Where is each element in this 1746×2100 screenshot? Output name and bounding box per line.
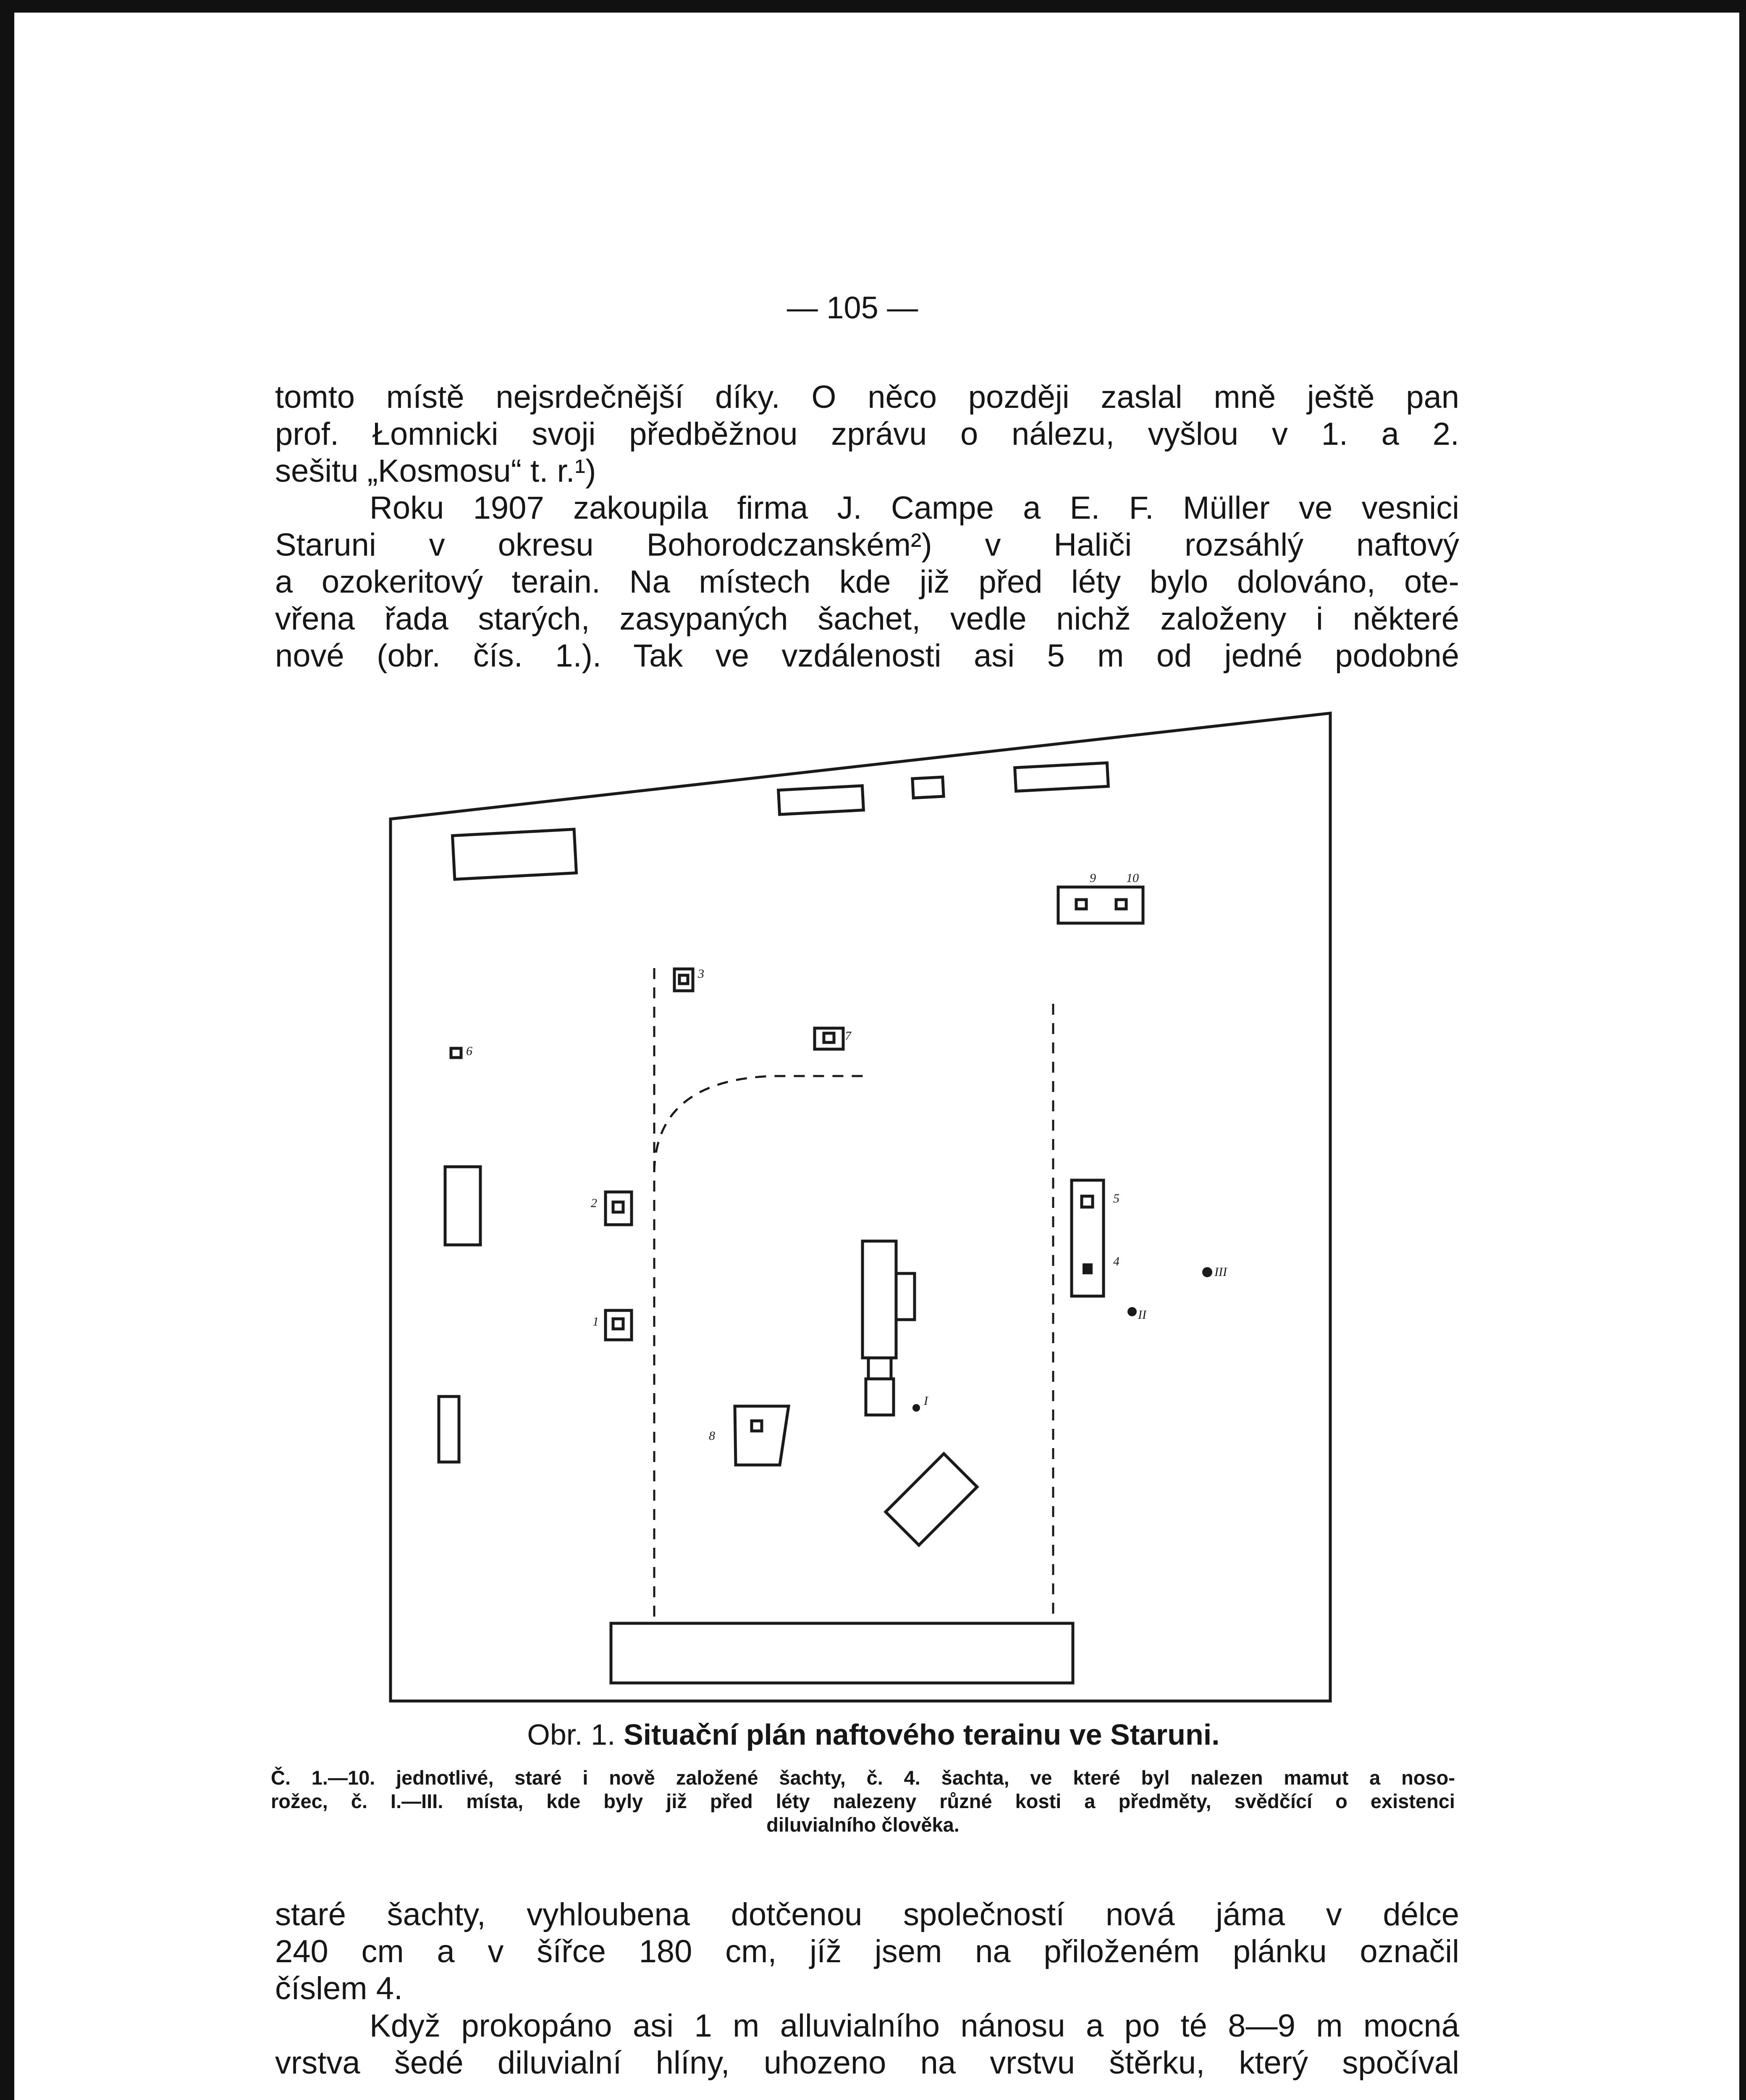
shaft-marker xyxy=(679,975,688,984)
label-5: 5 xyxy=(1113,1192,1119,1205)
text-line: sešitu „Kosmosu“ t. r.¹) xyxy=(275,453,596,489)
shaft-diamond xyxy=(886,1454,977,1545)
shaft-3 xyxy=(674,969,693,991)
shaft-2 xyxy=(606,1192,632,1225)
figure-legend xyxy=(271,1766,1455,1837)
text-line: Roku 1907 zakoupila firma J. Campe a E. F. Müller ve vesnici xyxy=(370,490,1459,526)
text-line: a ozokeritový terain. Na místech kde již před léty bylo dolováno, ote- xyxy=(275,564,1459,600)
text-line: 240 cm a v šířce 180 cm, jíž jsem na přiloženém plánku označil xyxy=(275,1934,1459,1969)
label-roman-III: III xyxy=(1214,1265,1227,1279)
text-line: prof. Łomnicki svoji předběžnou zprávu o nálezu, vyšlou v 1. a 2. xyxy=(275,416,1459,452)
figure-caption xyxy=(454,1718,1293,1751)
shaft-marker xyxy=(1116,900,1126,909)
shaft-marker xyxy=(1082,1196,1093,1207)
label-7: 7 xyxy=(845,1029,851,1043)
caption-title: Situační plán naftového terainu ve Staruni. xyxy=(623,1718,1220,1751)
shaft-rect xyxy=(779,786,864,814)
text-line: staré šachty, vyhloubena dotčenou společností nová jáma v délce xyxy=(275,1897,1459,1932)
shaft-marker xyxy=(613,1202,623,1212)
shaft-8 xyxy=(735,1406,789,1465)
shaft-pair-9-10 xyxy=(1058,887,1143,923)
paragraph-purchase xyxy=(275,490,1459,675)
shaft-marker xyxy=(824,1033,834,1042)
text-line: Když prokopáno asi 1 m alluvialního nánosu a po té 8—9 m mocná xyxy=(370,2008,1459,2044)
text-line: vřena řada starých, zasypaných šachet, vedle nichž založeny i některé xyxy=(275,601,1459,637)
label-3: 3 xyxy=(698,967,704,981)
shaft-4-filled-marker xyxy=(1083,1263,1093,1274)
central-structure xyxy=(868,1358,891,1379)
shaft-bottom-rect xyxy=(611,1623,1073,1683)
central-structure xyxy=(863,1241,896,1358)
paragraph-new-pit xyxy=(275,1896,1459,2007)
label-1: 1 xyxy=(592,1315,599,1328)
label-roman-I: I xyxy=(924,1394,928,1408)
label-6: 6 xyxy=(466,1044,472,1058)
find-point xyxy=(1202,1267,1212,1277)
text-line: vrstva šedé diluvialní hlíny, uhozeno na vrstvu štěrku, který spočíval xyxy=(275,2045,1459,2081)
site-plan-figure xyxy=(378,706,1344,1709)
paragraph-excavation xyxy=(275,2008,1459,2082)
shaft-7 xyxy=(815,1028,843,1049)
paragraph-intro xyxy=(275,379,1459,490)
label-8: 8 xyxy=(709,1429,715,1443)
label-9: 9 xyxy=(1090,871,1096,885)
label-2: 2 xyxy=(591,1196,597,1210)
shaft-marker xyxy=(752,1421,762,1431)
plan-boundary xyxy=(391,713,1330,1701)
scan-border-top xyxy=(0,0,1746,13)
text-line: nové (obr. čís. 1.). Tak ve vzdálenosti asi 5 m od jedné podobné xyxy=(275,638,1459,674)
shaft-1 xyxy=(606,1310,632,1340)
text-line: tomto místě nejsrdečnější díky. O něco později zaslal mně ještě pan xyxy=(275,379,1459,415)
central-structure xyxy=(866,1379,894,1415)
text-line: číslem 4. xyxy=(275,1971,403,2006)
label-10: 10 xyxy=(1126,871,1139,885)
label-4: 4 xyxy=(1113,1255,1119,1268)
find-point xyxy=(1127,1307,1137,1316)
shaft-rect xyxy=(445,1167,480,1245)
page-number: — 105 — xyxy=(786,290,918,325)
dashed-curve xyxy=(654,1076,865,1172)
label-roman-II: II xyxy=(1138,1308,1146,1322)
find-point xyxy=(912,1404,920,1412)
legend-line: Č. 1.—10. jednotlivé, staré i nově založené šachty, č. 4. šachta, ve které byl nalezen mamut a noso- xyxy=(271,1767,1455,1789)
shaft-rect xyxy=(439,1396,459,1462)
scan-border-left xyxy=(0,0,14,2100)
shaft-rect xyxy=(912,777,944,798)
scan-border-right xyxy=(1739,0,1746,2100)
shaft-rect xyxy=(452,829,576,879)
shaft-marker xyxy=(613,1319,623,1329)
shaft-marker xyxy=(1076,900,1086,909)
text-line: Staruni v okresu Bohorodczanském²) v Haliči rozsáhlý naftový xyxy=(275,527,1459,563)
legend-line: diluvialního člověka. xyxy=(766,1814,960,1836)
caption-prefix: Obr. 1. xyxy=(527,1718,616,1751)
shaft-6 xyxy=(451,1048,461,1058)
central-structure xyxy=(896,1273,915,1320)
shaft-rect xyxy=(1015,763,1109,791)
legend-line: rožec, č. I.—III. místa, kde byly již před léty nalezeny různé kosti a předměty, svědčící o existenci xyxy=(271,1790,1455,1812)
